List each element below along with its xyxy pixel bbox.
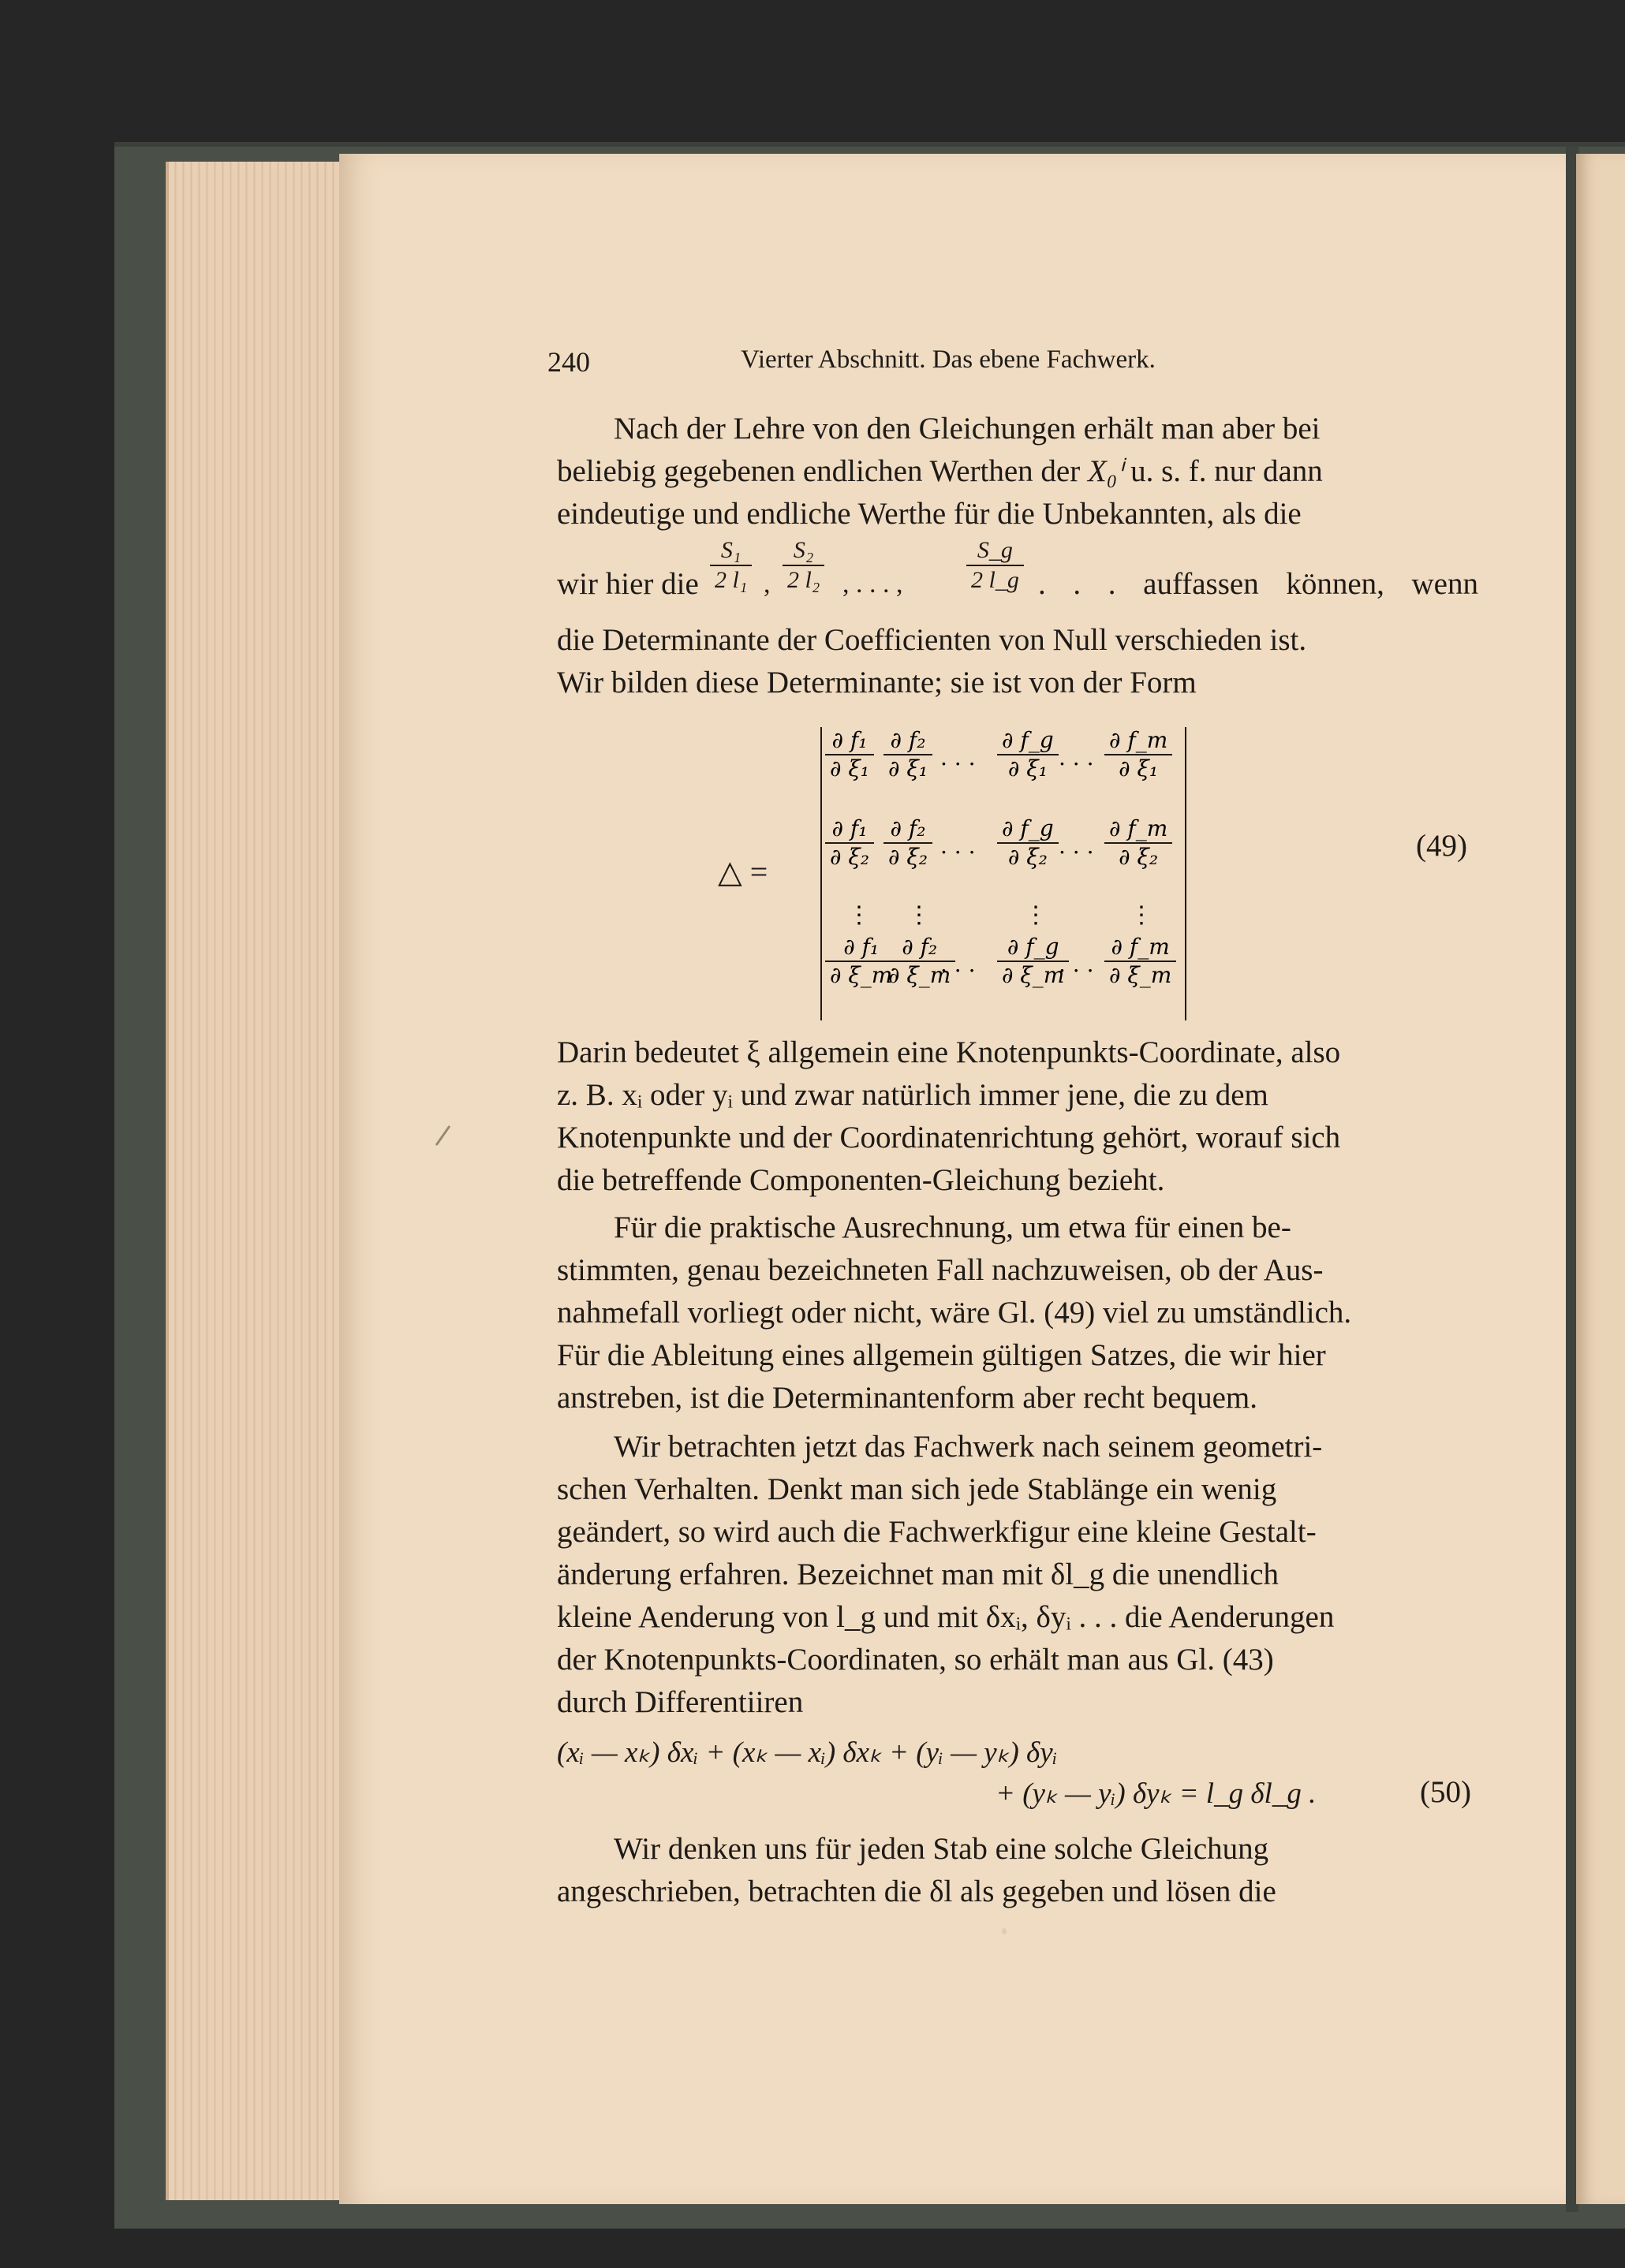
text-line: änderung erfahren. Bezeichnet man mit δl_g die unendlich [557, 1557, 1279, 1591]
equation-number-49: (49) [1416, 829, 1467, 863]
vertical-dots: ⋮ [1024, 901, 1048, 929]
text-line: der Knotenpunkts-Coordinaten, so erhält man aus Gl. (43) [557, 1643, 1274, 1677]
equation-50-line-1: (xᵢ — xₖ) δxᵢ + (xₖ — xᵢ) δxₖ + (yᵢ — yₖ) δyᵢ [557, 1736, 1058, 1769]
horizontal-dots: . . . [1059, 951, 1094, 977]
partial-derivative: $\frac{\partial f\_g}{\partial \xi\_m}$ [997, 934, 1069, 989]
horizontal-dots: . . . [1059, 833, 1094, 859]
partial-derivative: $\frac{\text{∂ f₂}}{\text{∂ ξ₁}}$ [883, 727, 932, 782]
text-line: Wir bilden diese Determinante; sie ist von der Form [557, 666, 1197, 699]
partial-derivative: $\frac{\partial f\_m}{\text{∂ ξ₁}}$ [1104, 727, 1172, 782]
text-line: Wir denken uns für jeden Stab eine solche Gleichung [614, 1832, 1269, 1866]
text-line: eindeutige und endliche Werthe für die Unbekannten, als die [557, 497, 1302, 531]
text-line: angeschrieben, betrachten die δl als gegeben und lösen die [557, 1874, 1276, 1908]
text-line: kleine Aenderung von l_g und mit δxᵢ, δyᵢ . . . die Aenderungen [557, 1600, 1335, 1634]
fraction-s1: $\frac{\text{S₁}}{\text{2 l₁}}$ [710, 536, 752, 595]
text-line: nahmefall vorliegt oder nicht, wäre Gl. (49) viel zu umständlich. [557, 1296, 1352, 1330]
determinant-row [822, 815, 1185, 902]
text-line: durch Differentiiren [557, 1685, 804, 1719]
line-with-fractions: wir hier die $\frac{\text{S₁}}{\text{2 l₁}}$ , $\frac{\text{S₂}}{\text{2 l₂}}$ , . . . , $\frac{S\_g}{2 l\_g}$ . . . auffassen können, wenn [557, 537, 1478, 601]
partial-derivative: $\frac{\partial f\_g}{\text{∂ ξ₂}}$ [997, 815, 1059, 871]
partial-derivative: $\frac{\text{∂ f₂}}{\text{∂ ξ₂}}$ [883, 815, 932, 871]
vertical-dots: ⋮ [907, 901, 931, 929]
paragraph-3 [557, 1207, 1478, 1419]
ink-speck [1002, 1928, 1007, 1934]
equation-number-50: (50) [1420, 1775, 1471, 1809]
text-line: Für die Ableitung eines allgemein gültigen Satzes, die wir hier [557, 1338, 1326, 1372]
horizontal-dots: . . . [1059, 744, 1094, 770]
delta-symbol: △ = [718, 854, 768, 890]
partial-derivative: $\frac{\partial f\_m}{\partial \xi\_m}$ [1104, 934, 1176, 989]
text-line: anstreben, ist die Determinantenform aber recht bequem. [557, 1381, 1257, 1415]
text-line: z. B. xᵢ oder yᵢ und zwar natürlich immer jene, die zu dem [557, 1078, 1268, 1112]
paragraph-4 [557, 1426, 1478, 1724]
text-line: die Determinante der Coefficienten von Null verschieden ist. [557, 623, 1307, 657]
text-line: die betreffende Componenten-Gleichung bezieht. [557, 1163, 1165, 1197]
partial-derivative: $\frac{\text{∂ f₁}}{\text{∂ ξ₂}}$ [825, 815, 874, 871]
variable-x0: X₀ⁱ [1087, 454, 1123, 488]
partial-derivative: $\frac{\partial f\_m}{\text{∂ ξ₂}}$ [1104, 815, 1172, 871]
vertical-dots: ⋮ [847, 901, 871, 929]
determinant-row [822, 727, 1185, 814]
text-line: Für die praktische Ausrechnung, um etwa für einen be- [614, 1210, 1291, 1244]
paragraph-1 [557, 408, 1478, 535]
horizontal-dots: . . . [940, 833, 976, 859]
partial-derivative: $\frac{\text{∂ f₁}}{\partial \xi\_m}$ [825, 934, 897, 989]
paragraph-2 [557, 1031, 1478, 1202]
determinant-row [822, 934, 1185, 1020]
text-line: Darin bedeutet ξ allgemein eine Knotenpunkts-Coordinate, also [557, 1035, 1341, 1069]
partial-derivative: $\frac{\text{∂ f₁}}{\text{∂ ξ₁}}$ [825, 727, 874, 782]
text-line: geändert, so wird auch die Fachwerkfigur eine kleine Gestalt- [557, 1515, 1317, 1549]
running-title: Vierter Abschnitt. Das ebene Fachwerk. [741, 345, 1156, 374]
text-line: Knotenpunkte und der Coordinatenrichtung gehört, worauf sich [557, 1121, 1341, 1155]
horizontal-dots: . . . [940, 744, 976, 770]
equation-50-line-2: + (yₖ — yᵢ) δyₖ = l_g δl_g . [996, 1777, 1317, 1810]
text-line: Nach der Lehre von den Gleichungen erhält man aber bei [614, 412, 1321, 446]
vertical-dots: ⋮ [1130, 901, 1153, 929]
paragraph-1-end [557, 619, 1478, 704]
partial-derivative: $\frac{\partial f\_g}{\text{∂ ξ₁}}$ [997, 727, 1059, 782]
determinant-matrix [820, 727, 1186, 1020]
text-line: schen Verhalten. Denkt man sich jede Stablänge ein wenig [557, 1472, 1277, 1506]
horizontal-dots: . . . [940, 951, 976, 977]
text-line: Wir betrachten jetzt das Fachwerk nach seinem geometri- [614, 1430, 1323, 1464]
fraction-sg: $\frac{S\_g}{2 l\_g}$ [966, 536, 1024, 595]
partial-derivative: $\frac{\text{∂ f₂}}{\partial \xi\_m}$ [883, 934, 955, 989]
text-line: stimmten, genau bezeichneten Fall nachzuweisen, ob der Aus- [557, 1253, 1324, 1287]
paragraph-5 [557, 1828, 1478, 1913]
next-page-edge [1576, 154, 1625, 2204]
running-header [547, 345, 1478, 379]
page-stack-edges [166, 162, 350, 2200]
page-number: 240 [547, 346, 590, 378]
fraction-s2: $\frac{\text{S₂}}{\text{2 l₂}}$ [783, 536, 824, 595]
text-line: beliebig gegebenen endlichen Werthen der X₀ⁱ u. s. f. nur dann [557, 454, 1323, 488]
